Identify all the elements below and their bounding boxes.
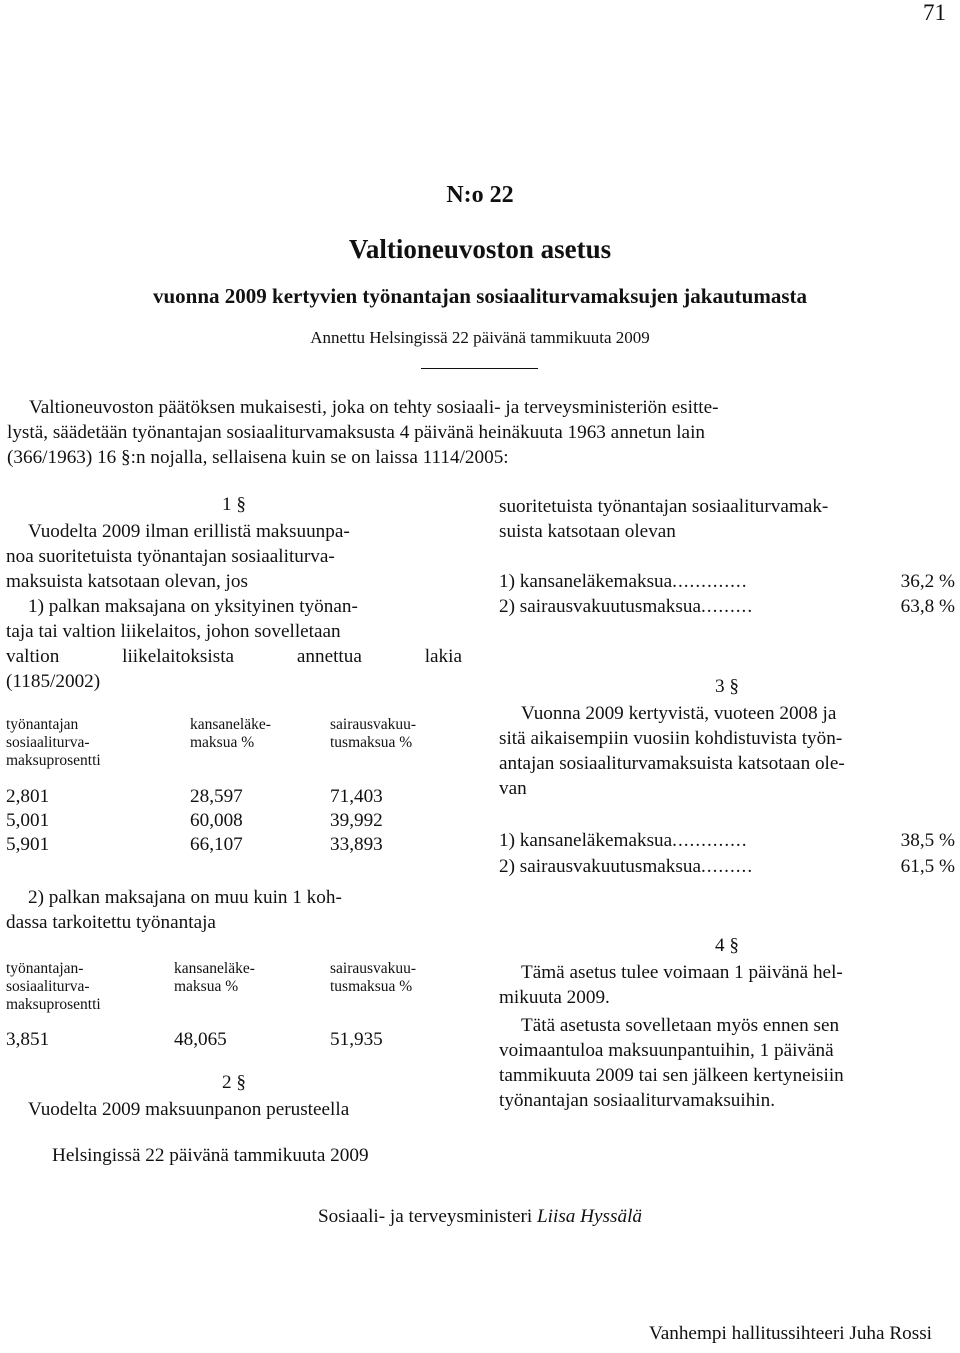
text-line: 1) palkan maksajana on yksityinen työnan- (28, 596, 358, 617)
section-1-paragraph-1 (6, 519, 462, 594)
preamble-line: (366/1963) 16 §:n nojalla, sellaisena kuin se on laissa 1114/2005: (7, 447, 509, 468)
table-cell: 33,893 (330, 834, 383, 855)
section-4-heading: 4 § (715, 935, 739, 956)
text-line: sitä aikaisempiin vuosiin kohdistuvista työn- (499, 728, 843, 749)
section-3-item-1 (499, 830, 955, 852)
table-2-header-col-1 (6, 960, 101, 1014)
section-2-heading: 2 § (222, 1072, 246, 1093)
table-cell: 5,001 (6, 810, 50, 831)
text-line: Vuonna 2009 kertyvistä, vuoteen 2008 ja (521, 703, 837, 724)
minister-title: Sosiaali- ja terveysministeri (317, 1206, 533, 1227)
section-2-paragraph-start (6, 1097, 462, 1122)
section-2-item-2 (499, 596, 955, 618)
header-line: maksuprosentti (6, 752, 101, 769)
item-label: 1) kansaneläkemaksua (499, 571, 673, 592)
text-line: Vuodelta 2009 maksuunpanon perusteella (28, 1099, 350, 1120)
item-value: 36,2 % (900, 571, 955, 592)
item-label: 1) kansaneläkemaksua (499, 830, 673, 851)
statute-number: N:o 22 (446, 182, 514, 208)
header-line: sairausvakuu- (330, 960, 417, 977)
section-4-paragraph-2 (499, 1013, 955, 1113)
text-line: (1185/2002) (6, 671, 101, 692)
minister-name: Liisa Hyssälä (536, 1206, 643, 1227)
table-cell: 3,851 (6, 1029, 50, 1050)
leader-dots: ............. (672, 830, 748, 851)
leader-dots: ............. (672, 571, 748, 592)
section-3-item-2 (499, 856, 955, 878)
item-value: 38,5 % (900, 830, 955, 851)
text-line: maksuista katsotaan olevan, jos (6, 571, 248, 592)
section-1-heading: 1 § (222, 494, 246, 515)
preamble (7, 395, 954, 470)
text-line: Tämä asetus tulee voimaan 1 päivänä hel- (521, 962, 843, 983)
header-line: tusmaksua % (330, 734, 413, 751)
text-line: antajan sosiaaliturvamaksuista katsotaan ole- (499, 753, 845, 774)
table-cell: 39,992 (330, 810, 383, 831)
item-value: 61,5 % (900, 856, 955, 877)
section-1-paragraph-3 (6, 885, 462, 935)
table-1-header-col-1 (6, 716, 101, 770)
table-2-header-col-2 (174, 960, 255, 996)
minister-signature (0, 1206, 960, 1228)
text-line: Tätä asetusta sovelletaan myös ennen sen (521, 1015, 840, 1036)
section-2-item-1 (499, 571, 955, 593)
issued-line: Annettu Helsingissä 22 päivänä tammikuuta 2009 (310, 328, 650, 347)
header-line: sairausvakuu- (330, 716, 417, 733)
header-line: kansaneläke- (190, 716, 271, 733)
text-line: mikuuta 2009. (499, 987, 610, 1008)
leader-dots: ......... (700, 596, 754, 617)
table-1-row (6, 786, 49, 808)
item-value: 63,8 % (900, 596, 955, 617)
place-and-date: Helsingissä 22 päivänä tammikuuta 2009 (52, 1145, 369, 1166)
document-title: Valtioneuvoston asetus (348, 234, 612, 264)
section-3-heading: 3 § (715, 676, 739, 697)
table-cell: 28,597 (190, 786, 243, 807)
header-line: maksua % (174, 978, 239, 995)
document-subtitle: vuonna 2009 kertyvien työnantajan sosiaaliturvamaksujen jakautumasta (153, 284, 807, 308)
title-divider (421, 368, 538, 369)
text-line: van (499, 778, 527, 799)
table-cell: 66,107 (190, 834, 243, 855)
text-line: tammikuuta 2009 tai sen jälkeen kertyneisiin (499, 1065, 844, 1086)
header-line: työnantajan (6, 716, 79, 733)
table-1-header-col-2 (190, 716, 271, 752)
text-line-justified: valtion liikelaitoksista annettua lakia (6, 646, 462, 667)
text-line: voimaantuloa maksuunpantuihin, 1 päivänä (499, 1040, 834, 1061)
table-cell: 60,008 (190, 810, 243, 831)
table-1-header-col-3 (330, 716, 416, 752)
header-line: maksuprosentti (6, 996, 101, 1013)
section-1-paragraph-2 (6, 594, 462, 694)
text-line (6, 644, 462, 669)
preamble-line: Valtioneuvoston päätöksen mukaisesti, joka on tehty sosiaali- ja terveysministeriön esitte- (29, 397, 719, 418)
table-cell: 5,901 (6, 834, 50, 855)
text-line: taja tai valtion liikelaitos, johon sovelletaan (6, 621, 341, 642)
table-2-header-col-3 (330, 960, 416, 996)
text-line: Vuodelta 2009 ilman erillistä maksuunpa- (28, 521, 350, 542)
header-line: kansaneläke- (174, 960, 255, 977)
table-cell: 51,935 (330, 1029, 383, 1050)
preamble-line: lystä, säädetään työnantajan sosiaaliturvamaksusta 4 päivänä heinäkuuta 1963 annetun lain (7, 422, 705, 443)
header-line: tusmaksua % (330, 978, 413, 995)
header-line: maksua % (190, 734, 255, 751)
leader-dots: ......... (700, 856, 754, 877)
text-line: suista katsotaan olevan (499, 521, 676, 542)
table-cell: 2,801 (6, 786, 50, 807)
text-line: suoritetuista työnantajan sosiaaliturvamak- (499, 496, 829, 517)
text-line: 2) palkan maksajana on muu kuin 1 koh- (28, 887, 342, 908)
section-2-paragraph-continued (499, 494, 955, 544)
text-line: työnantajan sosiaaliturvamaksuihin. (499, 1090, 776, 1111)
item-label: 2) sairausvakuutusmaksua (499, 856, 701, 877)
table-cell: 71,403 (330, 786, 383, 807)
section-4-paragraph-1 (499, 960, 955, 1010)
header-line: sosiaaliturva- (6, 734, 90, 751)
header-line: sosiaaliturva- (6, 978, 90, 995)
header-line: työnantajan- (6, 960, 84, 977)
page-number: 71 (923, 0, 946, 25)
text-line: dassa tarkoitettu työnantaja (6, 912, 216, 933)
text-line: noa suoritetuista työnantajan sosiaaliturva- (6, 546, 335, 567)
counsellor-signature: Vanhempi hallitussihteeri Juha Rossi (649, 1323, 932, 1344)
section-3-paragraph (499, 701, 955, 801)
table-cell: 48,065 (174, 1029, 227, 1050)
item-label: 2) sairausvakuutusmaksua (499, 596, 701, 617)
